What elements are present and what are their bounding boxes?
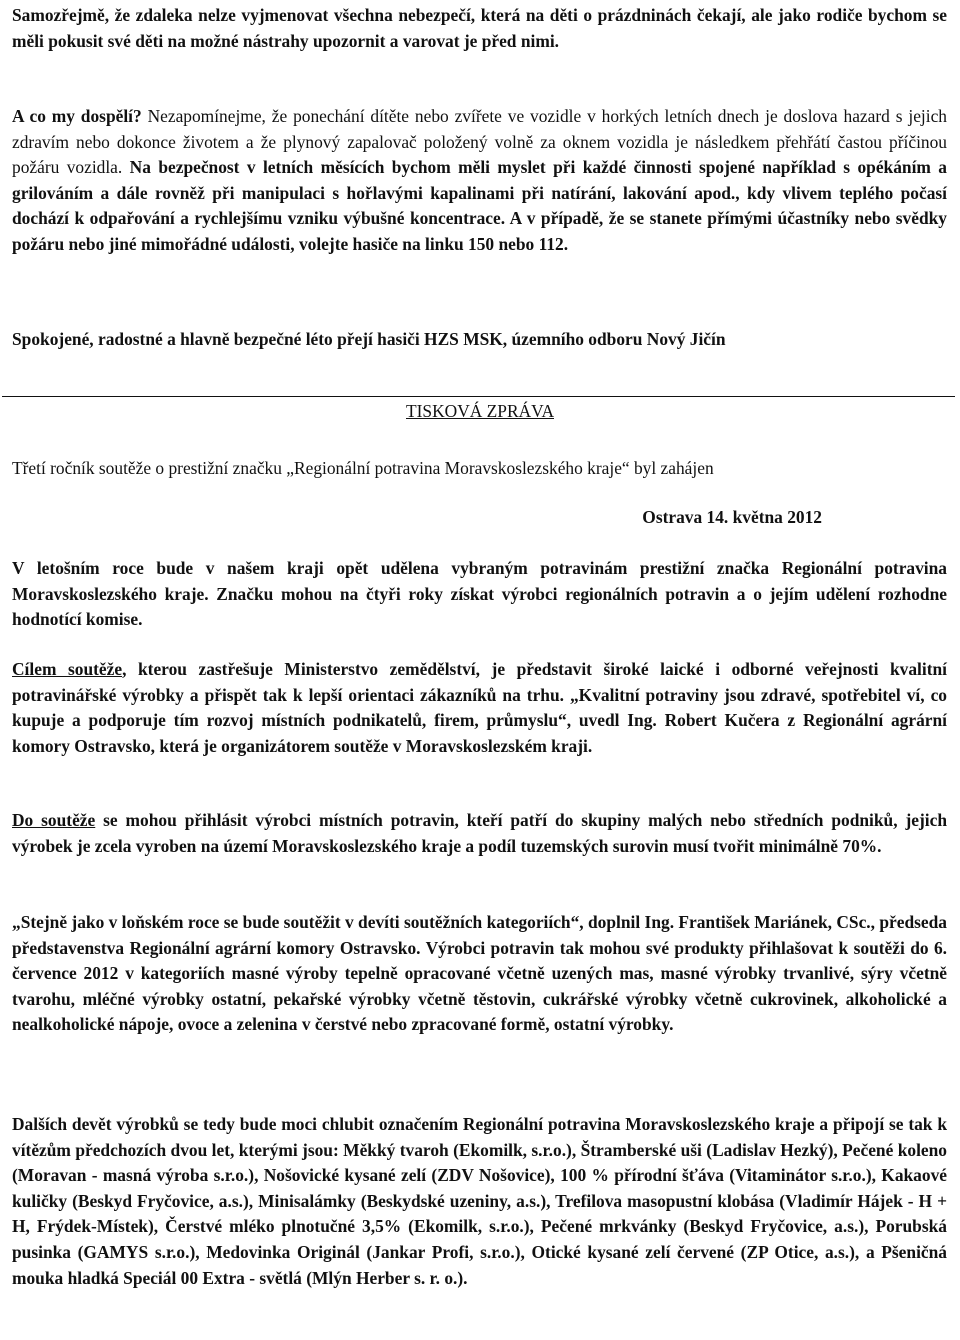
press-paragraph-3-text: se mohou přihlásit výrobci místních potravin, kteří patří do skupiny malých nebo středních podniků, jejich výrobek je zcela vyroben na území Moravskoslezského kraje a podíl tuzemských surovin musí tvořit minimálně 70%. [12,810,947,856]
press-paragraph-2-label: Cílem soutěže [12,659,123,679]
press-release-title: TISKOVÁ ZPRÁVA [406,401,554,421]
press-paragraph-4: „Stejně jako v loňském roce se bude soutěžit v devíti soutěžních kategoriích“, doplnil Ing. František Mariánek, CSc., předseda představenstva Regionální agrární komory Ostravsko. Výrobci potravin tak mohou své produkty přihlašovat k soutěži do 6. července 2012 v kategoriích masné výroby tepelně opracované včetně uzených mas, masné výrobky trvanlivé, sýry včetně tvarohu, mléčné výrobky ostatní, pekařské výrobky včetně těstovin, cukrářské výrobky včetně cukrovinek, alkoholické a nealkoholické nápoje, ovoce a zelenina v čerstvé nebo zpracované formě, ostatní výrobky. [12,912,947,1035]
section-divider [2,396,955,397]
press-paragraph-2-text: , kterou zastřešuje Ministerstvo zemědělství, je představit široké laické i odborné veřejnosti kvalitní potravinářské výrobky a přispět tak k lepší orientaci zákazníků na trhu. „Kvalitní potraviny jsou zdravé, spotřebitel ví, co kupuje a podporuje tím rozvoj místních podnikatelů, firem, průmyslu“, uvedl Ing. Robert Kučera z Regionální agrární komory Ostravsko, která je organizátorem soutěže v Moravskoslezském kraji. [12,659,947,756]
intro-paragraph-2-normal: Nezapomínejme, že ponechání dítěte nebo zvířete ve vozidle v horkých letních dnech je doslova hazard s jejich zdravím nebo dokonce životem a že plynový zapalovač položený volně za oknem vozidla je následkem přehřátí častou příčinou požáru vozidla. [12,106,947,178]
press-paragraph-5: Dalších devět výrobků se tedy bude moci chlubit označením Regionální potravina Moravskoslezského kraje a připojí se tak k vítězům předchozích dvou let, kterými jsou: Měkký tvaroh (Ekomilk, s.r.o.), Štramberské uši (Ladislav Hezký), Pečené koleno (Moravan - masná výroba s.r.o.), Nošovické kysané zelí (ZDV Nošovice), 100 % přírodní šťáva (Vitaminátor s.r.o.), Kakaové kuličky (Beskyd Fryčovice, a.s.), Minisalámky (Beskydské uzeniny, a.s.), Trefilova masopustní klobása (Vladimír Hájek - H + H, Frýdek-Místek), Čerstvé mléko plnotučné 3,5% (Ekomilk, s.r.o.), Pečené mrkvánky (Beskyd Fryčovice, a.s.), Porubská pusinka (GAMYS s.r.o.), Medovinka Originál (Jankar Profi, s.r.o.), Otické kysané zelí červené (ZP Otice, a.s.), a Pšeničná mouka hladká Speciál 00 Extra - světlá (Mlýn Herber s. r. o.). [12,1114,947,1288]
press-paragraph-3-label: Do soutěže [12,810,96,830]
intro-paragraph-2 [12,104,947,258]
intro-paragraph-1: Samozřejmě, že zdaleka nelze vyjmenovat všechna nebezpečí, která na děti o prázdninách čekají, ale jako rodiče bychom se měli pokusit své děti na možné nástrahy upozornit a varovat je před nimi. [12,5,947,51]
press-paragraph-3 [12,808,947,859]
closing-greeting: Spokojené, radostné a hlavně bezpečné léto přejí hasiči HZS MSK, územního odboru Nový Jičín [12,329,726,349]
dateline: Ostrava 14. května 2012 [642,507,822,527]
intro-paragraph-2-lead: A co my dospělí? [12,106,148,126]
press-paragraph-1: V letošním roce bude v našem kraji opět udělena vybraným potravinám prestižní značka Regionální potravina Moravskoslezského kraje. Značku mohou na čtyři roky získat výrobci regionálních potravin a o jejím udělení rozhodne hodnotící komise. [12,558,947,630]
intro-paragraph-2-rest: Na bezpečnost v letních měsících bychom měli myslet při každé činnosti spojené například s opékáním a grilováním a dále rovněž při manipulaci s hořlavými kapalinami při natírání, lakování apod., kdy vlivem teplého počasí dochází k odpařování a rychlejšímu vzniku výbušné koncentrace. A v případě, že se stanete přímými účastníky nebo svědky požáru nebo jiné mimořádné události, volejte hasiče na linku 150 nebo 112. [12,157,947,254]
press-paragraph-2 [12,657,947,759]
press-headline: Třetí ročník soutěže o prestižní značku „Regionální potravina Moravskoslezského kraje“ byl zahájen [12,458,714,478]
